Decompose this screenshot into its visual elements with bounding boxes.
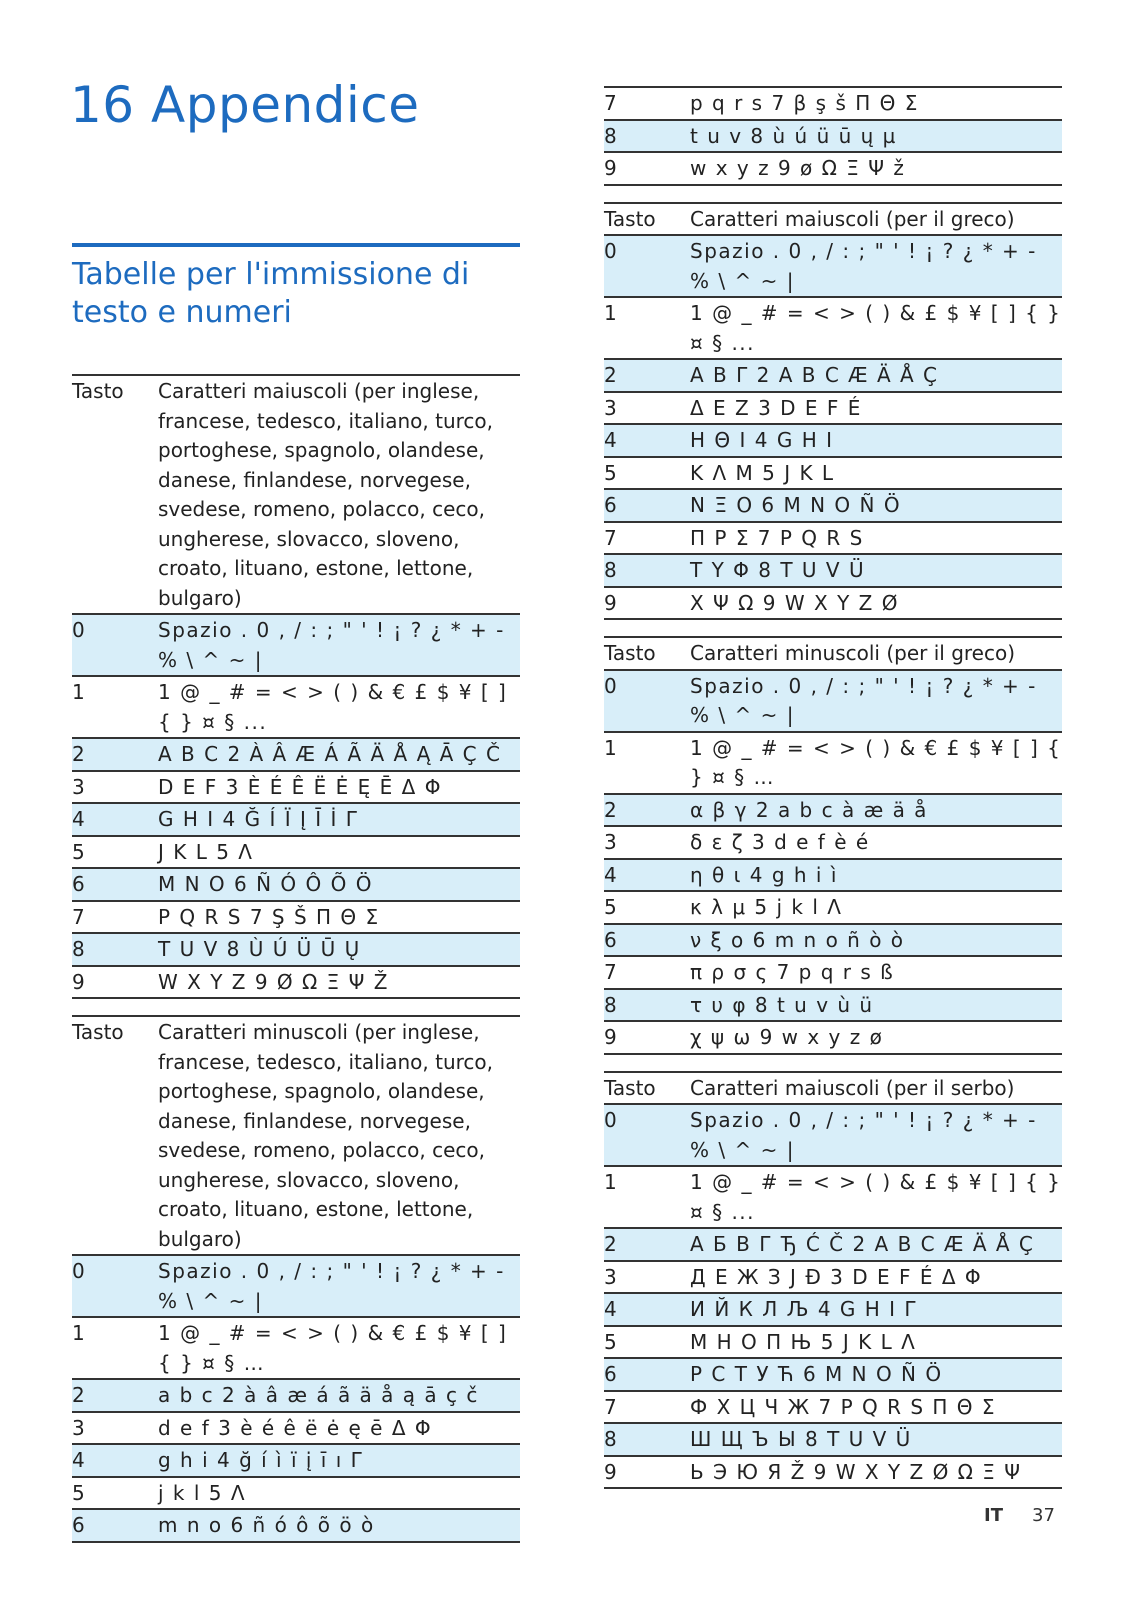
- table-row: [604, 891, 1062, 924]
- row-chars: Р С Т У Ћ 6 M N O Ñ Ö: [690, 1358, 1062, 1391]
- row-key: 6: [604, 1358, 690, 1391]
- table-row: [604, 235, 1062, 297]
- row-key: 1: [72, 1317, 158, 1379]
- latin-tables: [72, 374, 520, 1543]
- latin-upper-header: [72, 375, 520, 614]
- greek-upper-header: [604, 203, 1062, 236]
- row-key: 4: [72, 803, 158, 836]
- table-row: [604, 1228, 1062, 1261]
- row-key: 7: [604, 87, 690, 120]
- row-chars: 1 @ _ # = < > ( ) & £ $ ¥ [ ] { } ¤ § ...: [690, 297, 1062, 359]
- row-key: 5: [72, 1477, 158, 1510]
- row-chars: κ λ μ 5 j k l Λ: [690, 891, 1062, 924]
- table-row: [604, 859, 1062, 892]
- table-row: [72, 1477, 520, 1510]
- row-chars: η θ ι 4 g h i ì: [690, 859, 1062, 892]
- table-spacer: [72, 998, 520, 1016]
- header-desc: Caratteri maiuscoli (per inglese, francese, tedesco, italiano, turco, portoghese, spagnolo, olandese, danese, finlandese, norvegese, svedese, romeno, polacco, ceco, ungherese, slovacco, sloveno, croato, lituano, estone, lettone, bulgaro): [158, 375, 520, 614]
- row-chars: 1 @ _ # = < > ( ) & £ $ ¥ [ ] { } ¤ § ...: [690, 1166, 1062, 1228]
- row-key: 2: [604, 1228, 690, 1261]
- row-chars: g h i 4 ğ í ì ï į ī ı Γ: [158, 1444, 520, 1477]
- footer-language: IT: [984, 1505, 1003, 1526]
- row-chars: И Й К Л Љ 4 G H I Γ: [690, 1293, 1062, 1326]
- row-key: 9: [604, 1021, 690, 1054]
- row-chars: J K L 5 Λ: [158, 836, 520, 869]
- row-key: 3: [604, 392, 690, 425]
- table-row: [72, 966, 520, 999]
- row-chars: W X Y Z 9 Ø Ω Ξ Ψ Ž: [158, 966, 520, 999]
- row-key: 5: [604, 891, 690, 924]
- row-chars: δ ε ζ 3 d e f è é: [690, 826, 1062, 859]
- row-chars: Ш Щ Ъ Ы 8 T U V Ü: [690, 1423, 1062, 1456]
- table-spacer: [604, 619, 1062, 637]
- header-key: Tasto: [604, 637, 690, 670]
- row-chars: P Q R S 7 Ş Š Π Θ Σ: [158, 901, 520, 934]
- row-key: 8: [604, 989, 690, 1022]
- row-key: 2: [604, 794, 690, 827]
- row-key: 3: [72, 1412, 158, 1445]
- row-chars: А Б В Г Ђ Ć Č 2 A B C Æ Ä Å Ç: [690, 1228, 1062, 1261]
- row-key: 8: [72, 933, 158, 966]
- table-row: [604, 522, 1062, 555]
- table-row: [604, 1391, 1062, 1424]
- row-key: 0: [604, 235, 690, 297]
- row-chars: Α Β Γ 2 A B C Æ Ä Å Ç: [690, 359, 1062, 392]
- table-row: [72, 1379, 520, 1412]
- table-row: [604, 794, 1062, 827]
- table-row: [604, 359, 1062, 392]
- table-row: [604, 297, 1062, 359]
- row-key: 6: [604, 489, 690, 522]
- row-key: 6: [604, 924, 690, 957]
- row-key: 0: [72, 614, 158, 676]
- row-key: 4: [604, 424, 690, 457]
- row-chars: t u v 8 ù ú ü ū ų µ: [690, 120, 1062, 153]
- table-spacer: [604, 185, 1062, 203]
- table-row: [604, 826, 1062, 859]
- row-chars: Χ Ψ Ω 9 W X Y Z Ø: [690, 587, 1062, 620]
- table-row: [72, 901, 520, 934]
- table-row: [604, 424, 1062, 457]
- row-chars: Д Е Ж З Ј Đ 3 D E F É Δ Φ: [690, 1261, 1062, 1294]
- row-key: 2: [72, 738, 158, 771]
- row-key: 3: [604, 1261, 690, 1294]
- row-key: 4: [604, 859, 690, 892]
- row-key: 5: [72, 836, 158, 869]
- row-key: 5: [604, 457, 690, 490]
- right-column-tables: [604, 86, 1062, 1489]
- row-chars: М Н О П Њ 5 J K L Λ: [690, 1326, 1062, 1359]
- table-row: [604, 1326, 1062, 1359]
- chapter-title: 16 Appendice: [70, 76, 420, 134]
- table-row: [72, 1444, 520, 1477]
- serbian-upper-header: [604, 1072, 1062, 1105]
- row-key: 6: [72, 868, 158, 901]
- row-key: 2: [72, 1379, 158, 1412]
- header-desc: Caratteri minuscoli (per il greco): [690, 637, 1062, 670]
- table-row: [604, 1293, 1062, 1326]
- table-row: [72, 1255, 520, 1317]
- row-chars: π ρ σ ς 7 p q r s ß: [690, 956, 1062, 989]
- header-key: Tasto: [604, 203, 690, 236]
- row-key: 1: [604, 732, 690, 794]
- row-key: 3: [604, 826, 690, 859]
- greek-lower-header: [604, 637, 1062, 670]
- table-row: [604, 1021, 1062, 1054]
- row-chars: p q r s 7 β ş š Π Θ Σ: [690, 87, 1062, 120]
- row-key: 3: [72, 771, 158, 804]
- row-chars: Η Θ Ι 4 G H I: [690, 424, 1062, 457]
- page-number: 37: [1032, 1505, 1055, 1526]
- table-row: [72, 1509, 520, 1542]
- table-row: [72, 738, 520, 771]
- row-chars: Ф Х Ц Ч Ж 7 P Q R S Π Θ Σ: [690, 1391, 1062, 1424]
- table-row: [604, 1423, 1062, 1456]
- row-chars: Δ Ε Ζ 3 D E F É: [690, 392, 1062, 425]
- section-title: Tabelle per l'immissione di testo e numeri: [72, 257, 470, 330]
- row-chars: Spazio . 0 , / : ; " ' ! ¡ ? ¿ * + - % \ ^ ~ |: [690, 1104, 1062, 1166]
- row-key: 1: [604, 1166, 690, 1228]
- row-key: 4: [604, 1293, 690, 1326]
- row-chars: A B C 2 À Â Æ Á Ã Ä Å Ą Ā Ç Č: [158, 738, 520, 771]
- row-key: 9: [604, 587, 690, 620]
- row-chars: G H I 4 Ğ Í Ï Į Ī İ Γ: [158, 803, 520, 836]
- table-row: [72, 771, 520, 804]
- row-chars: Τ Υ Φ 8 T U V Ü: [690, 554, 1062, 587]
- table-row: [604, 924, 1062, 957]
- table-row: [604, 489, 1062, 522]
- row-chars: j k l 5 Λ: [158, 1477, 520, 1510]
- row-key: 0: [604, 1104, 690, 1166]
- table-spacer: [604, 1054, 1062, 1072]
- row-key: 1: [72, 676, 158, 738]
- table-row: [72, 836, 520, 869]
- row-key: 0: [72, 1255, 158, 1317]
- latin-lower-header: [72, 1016, 520, 1255]
- table-row: [604, 732, 1062, 794]
- table-row: [604, 152, 1062, 185]
- row-chars: Ь Э Ю Я Ž 9 W X Y Z Ø Ω Ξ Ψ: [690, 1456, 1062, 1489]
- row-chars: Spazio . 0 , / : ; " ' ! ¡ ? ¿ * + - % \ ^ ~ |: [158, 614, 520, 676]
- header-desc: Caratteri maiuscoli (per il serbo): [690, 1072, 1062, 1105]
- row-key: 9: [72, 966, 158, 999]
- table-row: [604, 87, 1062, 120]
- row-chars: D E F 3 È É Ê Ë Ė Ę Ē Δ Φ: [158, 771, 520, 804]
- row-chars: 1 @ _ # = < > ( ) & € £ $ ¥ [ ] { } ¤ § …: [158, 1317, 520, 1379]
- table-row: [72, 614, 520, 676]
- row-key: 6: [72, 1509, 158, 1542]
- table-row: [604, 1261, 1062, 1294]
- row-key: 8: [604, 120, 690, 153]
- row-key: 4: [72, 1444, 158, 1477]
- row-chars: M N O 6 Ñ Ó Ô Õ Ö: [158, 868, 520, 901]
- row-key: 2: [604, 359, 690, 392]
- table-row: [72, 933, 520, 966]
- row-chars: Π Ρ Σ 7 P Q R S: [690, 522, 1062, 555]
- table-row: [604, 587, 1062, 620]
- row-key: 8: [604, 1423, 690, 1456]
- row-key: 8: [604, 554, 690, 587]
- row-chars: 1 @ _ # = < > ( ) & € £ $ ¥ [ ] { } ¤ § ...: [158, 676, 520, 738]
- row-key: 1: [604, 297, 690, 359]
- header-desc: Caratteri maiuscoli (per il greco): [690, 203, 1062, 236]
- row-chars: χ ψ ω 9 w x y z ø: [690, 1021, 1062, 1054]
- table-row: [72, 1317, 520, 1379]
- row-chars: m n o 6 ñ ó ô õ ö ò: [158, 1509, 520, 1542]
- table-row: [604, 1104, 1062, 1166]
- row-key: 0: [604, 670, 690, 732]
- table-row: [604, 392, 1062, 425]
- table-row: [72, 868, 520, 901]
- table-row: [72, 1412, 520, 1445]
- table-row: [604, 1456, 1062, 1489]
- section-rule: [72, 243, 520, 247]
- row-key: 7: [604, 956, 690, 989]
- row-chars: Ν Ξ Ο 6 M N O Ñ Ö: [690, 489, 1062, 522]
- row-chars: τ υ φ 8 t u v ù ü: [690, 989, 1062, 1022]
- row-chars: ν ξ ο 6 m n o ñ ò ò: [690, 924, 1062, 957]
- row-key: 7: [604, 1391, 690, 1424]
- table-row: [72, 803, 520, 836]
- row-key: 9: [604, 1456, 690, 1489]
- row-chars: T U V 8 Ù Ú Ü Ū Ų: [158, 933, 520, 966]
- table-row: [604, 1166, 1062, 1228]
- row-key: 5: [604, 1326, 690, 1359]
- row-chars: Spazio . 0 , / : ; " ' ! ¡ ? ¿ * + - % \ ^ ~ |: [690, 670, 1062, 732]
- header-key: Tasto: [604, 1072, 690, 1105]
- header-key: Tasto: [72, 375, 158, 614]
- table-row: [604, 554, 1062, 587]
- row-chars: d e f 3 è é ê ë ė ę ē Δ Φ: [158, 1412, 520, 1445]
- row-chars: Spazio . 0 , / : ; " ' ! ¡ ? ¿ * + - % \ ^ ~ |: [158, 1255, 520, 1317]
- row-key: 9: [604, 152, 690, 185]
- row-chars: a b c 2 à â æ á ã ä å ą ā ç č: [158, 1379, 520, 1412]
- table-row: [604, 956, 1062, 989]
- row-chars: 1 @ _ # = < > ( ) & € £ $ ¥ [ ] { } ¤ § …: [690, 732, 1062, 794]
- table-row: [604, 120, 1062, 153]
- table-row: [72, 676, 520, 738]
- table-row: [604, 1358, 1062, 1391]
- row-chars: Spazio . 0 , / : ; " ' ! ¡ ? ¿ * + - % \ ^ ~ |: [690, 235, 1062, 297]
- row-chars: w x y z 9 ø Ω Ξ Ψ ž: [690, 152, 1062, 185]
- row-key: 7: [72, 901, 158, 934]
- row-chars: α β γ 2 a b c à æ ä å: [690, 794, 1062, 827]
- header-key: Tasto: [72, 1016, 158, 1255]
- table-row: [604, 457, 1062, 490]
- table-row: [604, 989, 1062, 1022]
- header-desc: Caratteri minuscoli (per inglese, francese, tedesco, italiano, turco, portoghese, spagnolo, olandese, danese, finlandese, norvegese, svedese, romeno, polacco, ceco, ungherese, slovacco, sloveno, croato, lituano, estone, lettone, bulgaro): [158, 1016, 520, 1255]
- row-chars: Κ Λ Μ 5 J K L: [690, 457, 1062, 490]
- table-row: [604, 670, 1062, 732]
- row-key: 7: [604, 522, 690, 555]
